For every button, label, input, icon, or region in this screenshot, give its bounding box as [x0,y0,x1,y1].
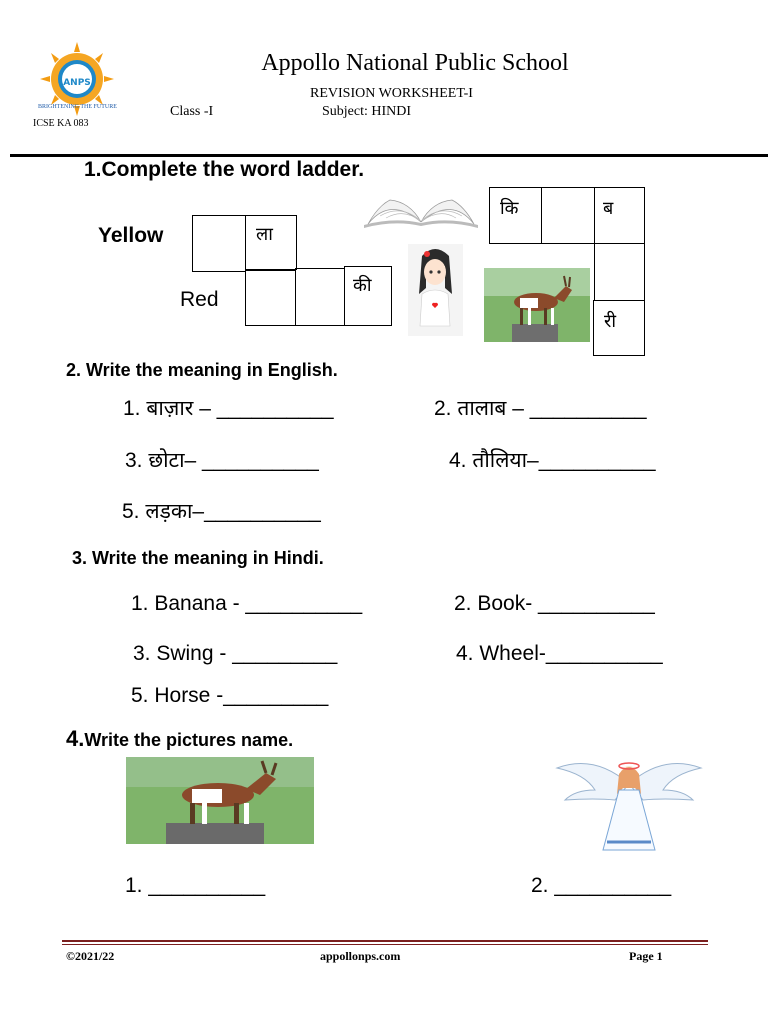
ladder-letter: की [353,275,372,296]
ladder-cell[interactable] [594,243,645,301]
girl-icon [408,244,463,336]
ladder-cell[interactable] [295,268,345,326]
ladder-cell[interactable] [344,266,392,326]
q3-item-4[interactable]: 4. Wheel-__________ [456,642,663,665]
q4-item-1[interactable]: 1. __________ [125,874,266,897]
class-label: Class -I [170,104,214,119]
footer-page: Page 1 [629,949,663,963]
book-picture [360,192,482,232]
goat-icon [126,757,314,844]
subject-label: Subject: HINDI [322,104,412,119]
ladder-cell[interactable] [593,300,645,356]
q3-heading: 3. Write the meaning in Hindi. [72,548,324,568]
q2-item-5[interactable]: 5. लड़का–__________ [122,500,321,523]
q2-item-4[interactable]: 4. तौलिया–__________ [449,449,656,472]
ladder-letter: री [604,311,617,332]
q2-item-2[interactable]: 2. तालाब – __________ [434,397,647,420]
ladder-cell[interactable] [192,215,246,272]
footer-copyright: ©2021/22 [66,949,115,963]
ladder-cell[interactable] [594,187,645,244]
footer-divider-thin [62,944,708,945]
word-red: Red [180,288,219,311]
footer-website[interactable]: appollonps.com [320,949,401,963]
footer-divider [62,940,708,942]
q4-heading-number: 4. [66,726,85,751]
q1-heading: 1.Complete the word ladder. [84,158,365,181]
word-yellow: Yellow [98,224,164,247]
svg-text:ANPS: ANPS [63,78,91,88]
q3-item-1[interactable]: 1. Banana - __________ [131,592,363,615]
goat-icon [484,268,590,342]
q4-item-2[interactable]: 2. __________ [531,874,672,897]
q4-heading-text: Write the pictures name. [84,730,294,750]
girl-picture [408,244,463,336]
header-divider [10,154,768,157]
q4-heading [66,726,293,752]
angel-picture [555,754,703,864]
open-book-icon [360,192,482,232]
q2-item-3[interactable]: 3. छोटा– __________ [125,449,319,472]
ladder-letter: ब [603,198,614,219]
ladder-cell[interactable] [245,270,296,326]
ladder-cell[interactable] [489,187,542,244]
worksheet-title: REVISION WORKSHEET-I [310,86,473,101]
ladder-cell[interactable] [541,187,595,244]
q3-item-5[interactable]: 5. Horse -_________ [131,684,329,707]
goat-large-picture [126,757,314,844]
ladder-letter: कि [500,198,519,219]
logo-code: ICSE KA 083 [33,118,89,129]
ladder-letter: ला [256,224,273,245]
q2-heading: 2. Write the meaning in English. [66,360,338,380]
goat-picture [484,268,590,342]
angel-icon [555,754,703,864]
school-name: Appollo National Public School [261,50,569,76]
q2-item-1[interactable]: 1. बाज़ार – __________ [123,397,334,420]
q3-item-2[interactable]: 2. Book- __________ [454,592,655,615]
q3-item-3[interactable]: 3. Swing - _________ [133,642,338,665]
logo-tagline: BRIGHTENING THE FUTURE [38,104,117,110]
ladder-cell[interactable] [245,215,297,270]
